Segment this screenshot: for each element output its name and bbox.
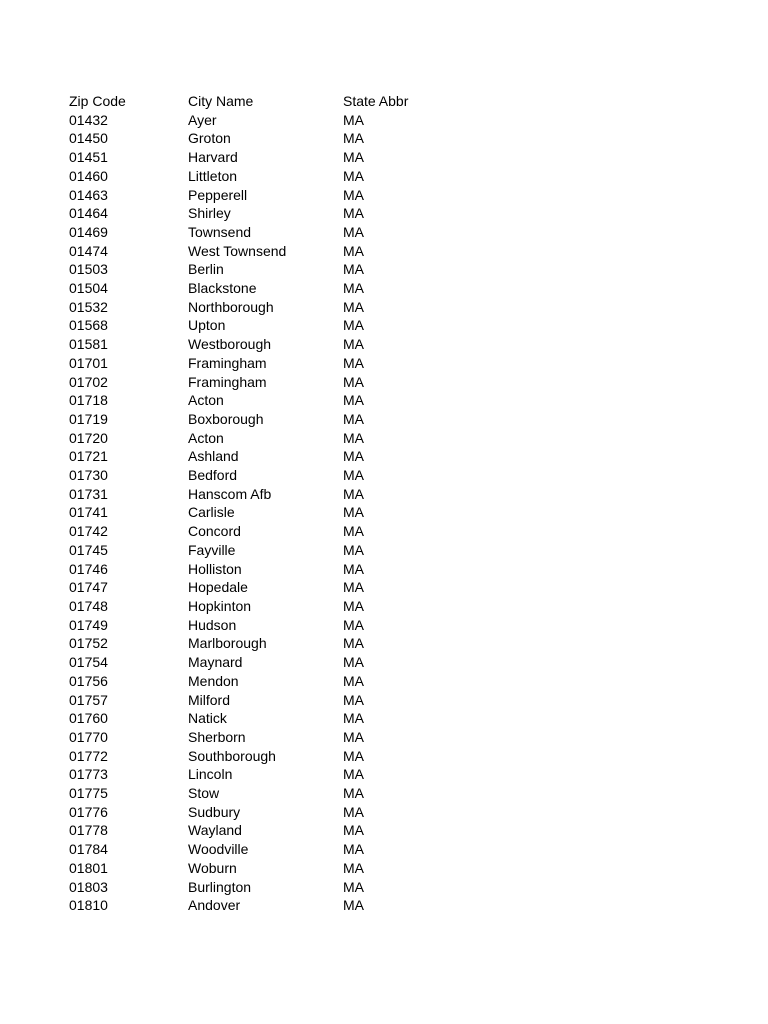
table-row — [69, 672, 463, 691]
zip-code-cell: 01581 — [69, 336, 108, 353]
state-abbr-cell: MA — [343, 672, 364, 689]
state-abbr-cell: MA — [343, 242, 364, 259]
state-abbr-cell: MA — [343, 841, 364, 858]
table-row — [69, 260, 463, 279]
table-row — [69, 242, 463, 261]
zip-code-cell: 01702 — [69, 373, 108, 390]
zip-code-cell: 01450 — [69, 130, 108, 147]
table-row — [69, 560, 463, 579]
zip-code-cell: 01721 — [69, 448, 108, 465]
zip-code-cell: 01760 — [69, 710, 108, 727]
city-name-cell: Lincoln — [188, 766, 233, 783]
city-name-cell: Blackstone — [188, 280, 257, 297]
table-row — [69, 803, 463, 822]
city-name-cell: Berlin — [188, 261, 224, 278]
table-row — [69, 391, 463, 410]
table-row — [69, 298, 463, 317]
table-row — [69, 410, 463, 429]
city-name-cell: Holliston — [188, 560, 242, 577]
zip-code-cell: 01770 — [69, 728, 108, 745]
city-name-cell: Hopkinton — [188, 597, 252, 614]
spreadsheet-page — [69, 92, 709, 915]
city-name-cell: Shirley — [188, 205, 231, 222]
table-row — [69, 167, 463, 186]
city-name-cell: Sudbury — [188, 803, 241, 820]
city-name-cell: Ashland — [188, 448, 239, 465]
table-row — [69, 878, 463, 897]
table-row — [69, 821, 463, 840]
city-name-cell: Milford — [188, 691, 231, 708]
state-abbr-cell: MA — [343, 785, 364, 802]
city-name-cell: Framingham — [188, 354, 267, 371]
table-row — [69, 597, 463, 616]
table-row — [69, 316, 463, 335]
city-name-cell: Natick — [188, 710, 227, 727]
state-abbr-cell: MA — [343, 373, 364, 390]
state-abbr-cell: MA — [343, 579, 364, 596]
zip-code-cell: 01757 — [69, 691, 108, 708]
table-row — [69, 129, 463, 148]
city-name-cell: Ayer — [188, 111, 217, 128]
table-row — [69, 447, 463, 466]
table-row — [69, 653, 463, 672]
zip-code-cell: 01746 — [69, 560, 108, 577]
table-row — [69, 186, 463, 205]
city-name-cell: Hopedale — [188, 579, 248, 596]
zip-code-cell: 01718 — [69, 392, 108, 409]
table-row — [69, 691, 463, 710]
table-body — [69, 111, 463, 915]
state-abbr-cell: MA — [343, 635, 364, 652]
state-abbr-cell: MA — [343, 710, 364, 727]
state-abbr-cell: MA — [343, 111, 364, 128]
state-abbr-cell: MA — [343, 504, 364, 521]
city-name-cell: Mendon — [188, 672, 239, 689]
zip-code-cell: 01464 — [69, 205, 108, 222]
zip-code-cell: 01801 — [69, 859, 108, 876]
table-row — [69, 111, 463, 130]
zip-code-cell: 01474 — [69, 242, 108, 259]
zip-code-cell: 01747 — [69, 579, 108, 596]
zip-code-cell: 01748 — [69, 597, 108, 614]
state-abbr-cell: MA — [343, 597, 364, 614]
zip-code-cell: 01749 — [69, 616, 108, 633]
zip-code-cell: 01775 — [69, 785, 108, 802]
city-name-cell: Carlisle — [188, 504, 235, 521]
city-name-cell: Acton — [188, 392, 224, 409]
table-row — [69, 279, 463, 298]
header-state-abbr: State Abbr — [343, 93, 409, 109]
state-abbr-cell: MA — [343, 298, 364, 315]
state-abbr-cell: MA — [343, 728, 364, 745]
zip-code-table — [69, 92, 463, 915]
city-name-cell: Pepperell — [188, 186, 248, 203]
state-abbr-cell: MA — [343, 691, 364, 708]
city-name-cell: Hudson — [188, 616, 237, 633]
zip-code-cell: 01741 — [69, 504, 108, 521]
city-name-cell: Hanscom Afb — [188, 485, 272, 502]
city-name-cell: Woburn — [188, 859, 237, 876]
state-abbr-cell: MA — [343, 616, 364, 633]
table-row — [69, 466, 463, 485]
city-name-cell: West Townsend — [188, 242, 287, 259]
state-abbr-cell: MA — [343, 448, 364, 465]
city-name-cell: Northborough — [188, 298, 274, 315]
state-abbr-cell: MA — [343, 410, 364, 427]
zip-code-cell: 01469 — [69, 223, 108, 240]
city-name-cell: Maynard — [188, 654, 243, 671]
city-name-cell: Stow — [188, 785, 220, 802]
city-name-cell: Concord — [188, 523, 241, 540]
city-name-cell: Townsend — [188, 223, 252, 240]
zip-code-cell: 01810 — [69, 897, 108, 914]
state-abbr-cell: MA — [343, 317, 364, 334]
city-name-cell: Acton — [188, 429, 224, 446]
table-row — [69, 616, 463, 635]
state-abbr-cell: MA — [343, 149, 364, 166]
zip-code-cell: 01745 — [69, 541, 108, 558]
table-row — [69, 541, 463, 560]
zip-code-cell: 01532 — [69, 298, 108, 315]
header-zip-code: Zip Code — [69, 93, 126, 109]
city-name-cell: Burlington — [188, 878, 252, 895]
zip-code-cell: 01701 — [69, 354, 108, 371]
state-abbr-cell: MA — [343, 485, 364, 502]
table-row — [69, 747, 463, 766]
city-name-cell: Upton — [188, 317, 226, 334]
zip-code-cell: 01742 — [69, 523, 108, 540]
city-name-cell: Woodville — [188, 841, 249, 858]
zip-code-cell: 01731 — [69, 485, 108, 502]
table-row — [69, 634, 463, 653]
zip-code-cell: 01778 — [69, 822, 108, 839]
zip-code-cell: 01752 — [69, 635, 108, 652]
city-name-cell: Littleton — [188, 167, 238, 184]
city-name-cell: Bedford — [188, 467, 238, 484]
zip-code-cell: 01756 — [69, 672, 108, 689]
table-row — [69, 728, 463, 747]
header-city-name: City Name — [188, 93, 254, 109]
zip-code-cell: 01784 — [69, 841, 108, 858]
zip-code-cell: 01730 — [69, 467, 108, 484]
state-abbr-cell: MA — [343, 223, 364, 240]
zip-code-cell: 01503 — [69, 261, 108, 278]
state-abbr-cell: MA — [343, 429, 364, 446]
table-row — [69, 578, 463, 597]
state-abbr-cell: MA — [343, 467, 364, 484]
state-abbr-cell: MA — [343, 205, 364, 222]
zip-code-cell: 01803 — [69, 878, 108, 895]
city-name-cell: Fayville — [188, 541, 236, 558]
state-abbr-cell: MA — [343, 654, 364, 671]
zip-code-cell: 01451 — [69, 149, 108, 166]
state-abbr-cell: MA — [343, 822, 364, 839]
table-row — [69, 896, 463, 915]
table-row — [69, 522, 463, 541]
state-abbr-cell: MA — [343, 803, 364, 820]
state-abbr-cell: MA — [343, 859, 364, 876]
city-name-cell: Sherborn — [188, 728, 246, 745]
table-row — [69, 429, 463, 448]
zip-code-cell: 01504 — [69, 280, 108, 297]
state-abbr-cell: MA — [343, 523, 364, 540]
state-abbr-cell: MA — [343, 261, 364, 278]
state-abbr-cell: MA — [343, 167, 364, 184]
zip-code-cell: 01720 — [69, 429, 108, 446]
zip-code-cell: 01772 — [69, 747, 108, 764]
state-abbr-cell: MA — [343, 186, 364, 203]
state-abbr-cell: MA — [343, 354, 364, 371]
state-abbr-cell: MA — [343, 336, 364, 353]
state-abbr-cell: MA — [343, 747, 364, 764]
state-abbr-cell: MA — [343, 878, 364, 895]
zip-code-cell: 01432 — [69, 111, 108, 128]
city-name-cell: Marlborough — [188, 635, 267, 652]
zip-code-cell: 01776 — [69, 803, 108, 820]
table-row — [69, 709, 463, 728]
city-name-cell: Framingham — [188, 373, 267, 390]
zip-code-cell: 01754 — [69, 654, 108, 671]
table-row — [69, 204, 463, 223]
table-row — [69, 373, 463, 392]
table-row — [69, 503, 463, 522]
table-row — [69, 784, 463, 803]
table-row — [69, 354, 463, 373]
city-name-cell: Andover — [188, 897, 241, 914]
state-abbr-cell: MA — [343, 766, 364, 783]
zip-code-cell: 01463 — [69, 186, 108, 203]
header-row — [69, 92, 463, 111]
state-abbr-cell: MA — [343, 280, 364, 297]
table-row — [69, 840, 463, 859]
city-name-cell: Southborough — [188, 747, 276, 764]
state-abbr-cell: MA — [343, 560, 364, 577]
state-abbr-cell: MA — [343, 130, 364, 147]
city-name-cell: Boxborough — [188, 410, 264, 427]
zip-code-cell: 01460 — [69, 167, 108, 184]
city-name-cell: Westborough — [188, 336, 272, 353]
state-abbr-cell: MA — [343, 897, 364, 914]
state-abbr-cell: MA — [343, 392, 364, 409]
table-row — [69, 148, 463, 167]
state-abbr-cell: MA — [343, 541, 364, 558]
zip-code-cell: 01773 — [69, 766, 108, 783]
city-name-cell: Wayland — [188, 822, 242, 839]
table-row — [69, 335, 463, 354]
city-name-cell: Groton — [188, 130, 231, 147]
table-row — [69, 859, 463, 878]
table-row — [69, 223, 463, 242]
table-row — [69, 485, 463, 504]
zip-code-cell: 01568 — [69, 317, 108, 334]
city-name-cell: Harvard — [188, 149, 238, 166]
table-row — [69, 765, 463, 784]
zip-code-cell: 01719 — [69, 410, 108, 427]
